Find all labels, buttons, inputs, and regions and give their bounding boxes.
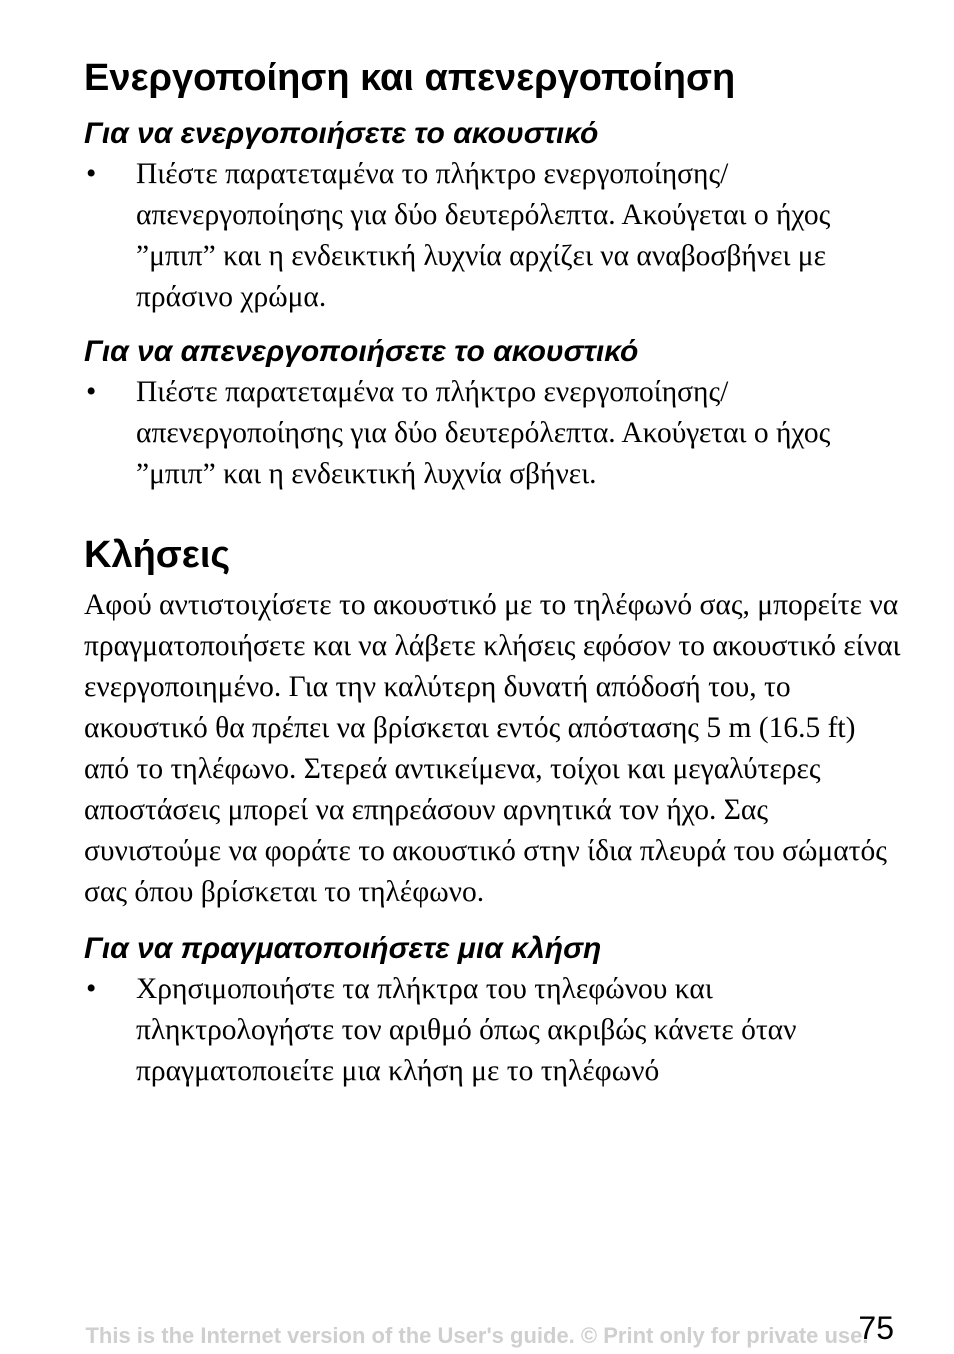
calls-body-paragraph: Αφού αντιστοιχίσετε το ακουστικό με το τηλέφωνό σας, μπορείτε να πραγματοποιήσετε και να λάβετε κλήσεις εφόσον το ακουστικό είναι ενεργοποιημένο. Για την καλύτερη δυνατή απόδοσή του, το ακουστικό θα πρέπει να βρίσκεται εντός απόστασης 5 m (16.5 ft) από το τηλέφωνο. Στερεά αντικείμενα, τοίχοι και μεγαλύτερες αποστάσεις μπορεί να επηρεάσουν αρνητικά τον ήχο. Σας συνιστούμε να φοράτε το ακουστικό στην ίδια πλευρά του σώματός σας όπου βρίσκεται το τηλέφωνο. (84, 589, 901, 908)
list-turn-off (84, 372, 904, 495)
subheading-turn-off: Για να απενεργοποιήσετε το ακουστικό (84, 335, 639, 368)
list-make-call (84, 969, 904, 1092)
subheading-make-call: Για να πραγματοποιήσετε μια κλήση (84, 932, 602, 965)
list-item-text: Πιέστε παρατεταμένα το πλήκτρο ενεργοποίησης/ απενεργοποίησης για δύο δευτερόλεπτα. Ακούγεται ο ήχος ”μπιπ” και η ενδεικτική λυχνία αρχίζει να αναβοσβήνει με πράσινο χρώμα. (136, 158, 831, 313)
list-turn-on (84, 154, 904, 318)
footer-watermark-note: This is the Internet version of the User's guide. © Print only for private use. (85, 1323, 869, 1348)
list-item (84, 154, 904, 318)
bullet-icon: • (86, 973, 97, 1005)
list-item-text: Πιέστε παρατεταμένα το πλήκτρο ενεργοποίησης/ απενεργοποίησης για δύο δευτερόλεπτα. Ακούγεται ο ήχος ”μπιπ” και η ενδεικτική λυχνία σβήνει. (136, 376, 831, 490)
page-number: 75 (858, 1310, 894, 1346)
document-page (84, 52, 904, 1092)
list-item (84, 372, 904, 495)
subheading-turn-on: Για να ενεργοποιήσετε το ακουστικό (84, 117, 599, 150)
bullet-icon: • (86, 158, 97, 190)
bullet-icon: • (86, 376, 97, 408)
list-item-text: Χρησιμοποιήστε τα πλήκτρα του τηλεφώνου και πληκτρολογήστε τον αριθμό όπως ακριβώς κάνετε όταν πραγματοποιείτε μια κλήση με το τηλέφωνό (136, 973, 797, 1087)
section-heading-onoff: Ενεργοποίηση και απενεργοποίηση (84, 57, 736, 99)
section-heading-calls: Κλήσεις (84, 534, 231, 576)
list-item (84, 969, 904, 1092)
